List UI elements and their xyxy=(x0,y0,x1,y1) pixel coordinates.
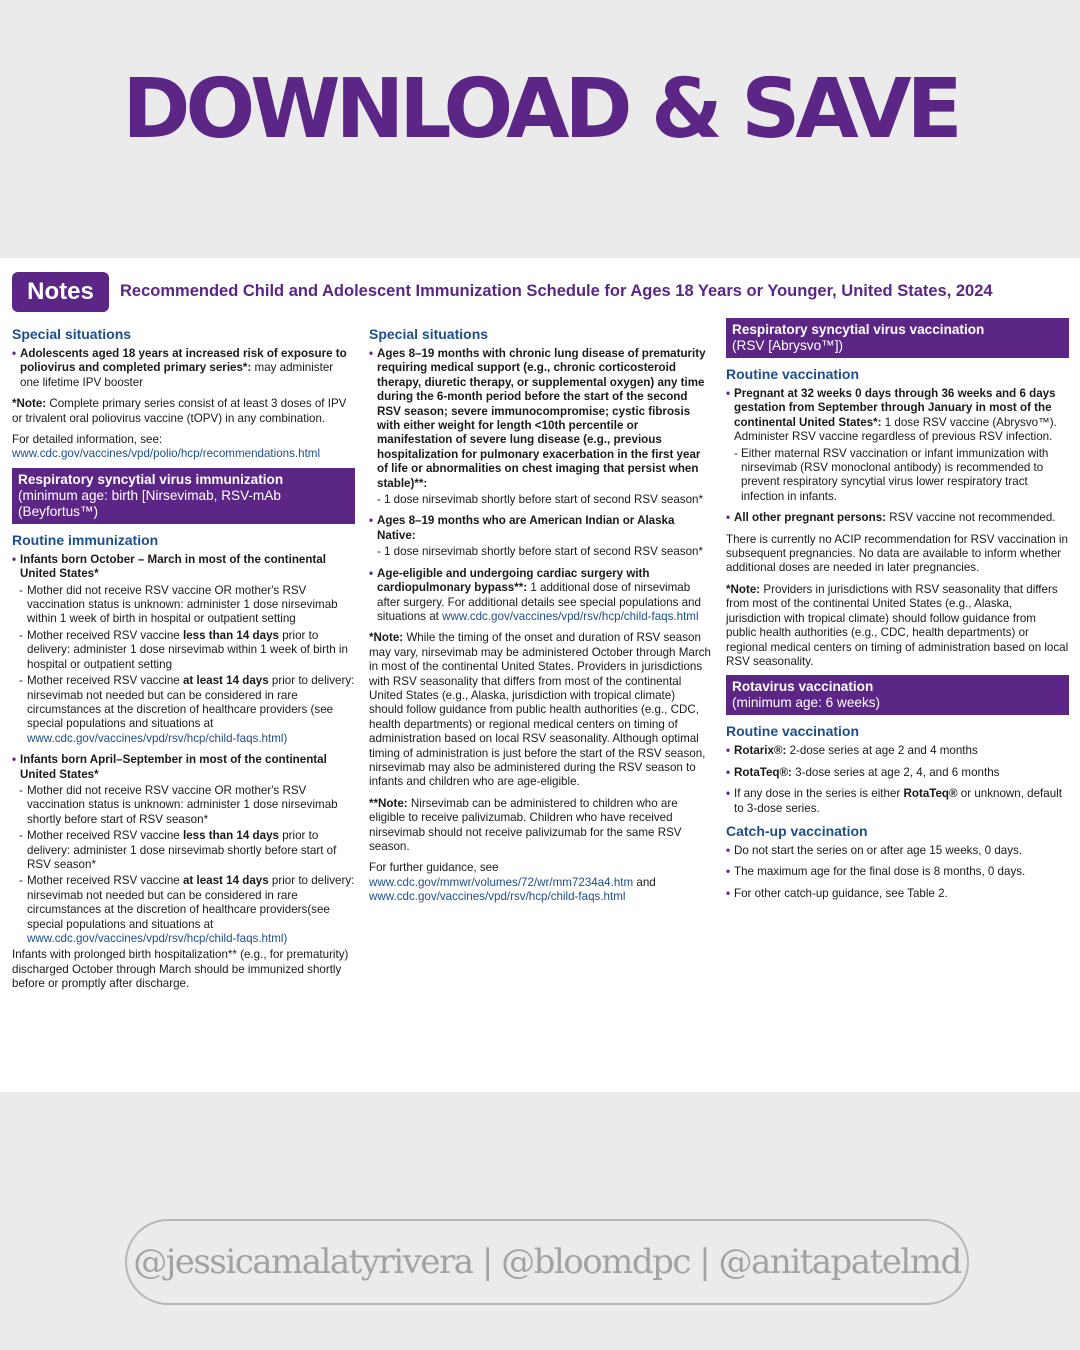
immunization-notes-sheet xyxy=(0,258,1080,1092)
rsv-vaccination-bar: Respiratory syncytial virus vaccination (RSV [Abrysvo™]) xyxy=(726,318,1069,358)
mmwr-link[interactable]: www.cdc.gov/mmwr/volumes/72/wr/mm7234a4.htm xyxy=(369,875,634,889)
rsv-child-faqs-link[interactable]: www.cdc.gov/vaccines/vpd/rsv/hcp/child-faqs.html xyxy=(442,609,699,623)
native-sub: - 1 dose nirsevimab shortly before start of second RSV season* xyxy=(369,545,712,559)
chronic-lung-bullet: • Ages 8–19 months with chronic lung disease of prematurity requiring medical support (e.g., chronic corticosteroid therapy, diuretic therapy, or supplemental oxygen) any time during the 6-month period before the start of the second RSV season; severe immunocompromise; cystic fibrosis with either weight for length <10th percentile or manifestation of severe lung disease (e.g., previous hospitalization for pulmonary exacerbation in the first year of life or abnormalities on chest imaging that persist when stable)**: xyxy=(369,347,712,491)
catch-up-heading: Catch-up vaccination xyxy=(726,822,868,839)
catch-up-bullet: • The maximum age for the final dose is 8 months, 0 days. xyxy=(726,865,1069,879)
pregnant-sub: - Either maternal RSV vaccination or infant immunization with nirsevimab (RSV monoclonal antibody) is recommended to prevent respiratory syncytial virus lower respiratory tract infection in infants. xyxy=(726,447,1069,505)
further-guidance: For further guidance, see www.cdc.gov/mmwr/volumes/72/wr/mm7234a4.htm and www.cdc.gov/vaccines/vpd/rsv/hcp/child-faqs.html xyxy=(369,861,656,904)
acip-text: There is currently no ACIP recommendation for RSV vaccination in subsequent pregnancies. No data are available to inform whether additional doses are needed in later pregnancies. xyxy=(726,532,1068,575)
native-bullet: • Ages 8–19 months who are American Indian or Alaska Native: xyxy=(369,514,712,543)
rotavirus-routine-heading: Routine vaccination xyxy=(726,723,860,740)
rotateq-bullet: • RotaTeq®: 3-dose series at age 2, 4, and 6 months xyxy=(726,766,1069,780)
polio-recommendations-link[interactable]: www.cdc.gov/vaccines/vpd/polio/hcp/recommendations.html xyxy=(12,447,321,461)
rotarix-bullet: • Rotarix®: 2-dose series at age 2 and 4 months xyxy=(726,744,1069,758)
oct-sub-item: - Mother did not receive RSV vaccine OR mother's RSV vaccination status is unknown: administer 1 dose nirsevimab within 1 week of birth in hospital or outpatient setting xyxy=(12,584,355,627)
polio-detail: For detailed information, see: www.cdc.gov/vaccines/vpd/polio/hcp/recommendations.html xyxy=(12,433,321,461)
routine-vaccination-heading: Routine vaccination xyxy=(726,366,860,382)
polio-note: *Note: Complete primary series consist of at least 3 doses of IPV or trivalent oral poliovirus vaccine (tOPV) in any combination. xyxy=(12,397,347,425)
social-handles-footer: @jessicamalatyrivera | @bloomdpc | @anitapatelmd xyxy=(125,1219,969,1305)
download-save-headline: DOWNLOAD & SAVE xyxy=(122,62,958,157)
rsv-vaccine-note: *Note: Providers in jurisdictions with RSV seasonality that differs from most of the continental United States (e.g., Alaska, jurisdiction with tropical climate) should follow guidance from public health authorities (e.g., CDC, health departments) or regional medical centers on timing of administration based on local RSV seasonality. xyxy=(726,582,1069,668)
palivizumab-note: **Note: Nirsevimab can be administered to children who are eligible to receive palivizumab. Children who have received nirsevimab should not receive palivizumab for the same RSV season. xyxy=(369,796,682,853)
catch-up-bullet: • For other catch-up guidance, see Table 2. xyxy=(726,887,1069,901)
apr-sub-item: - Mother received RSV vaccine less than 14 days prior to delivery: administer 1 dose nirsevimab shortly before start of RSV season* xyxy=(12,829,355,872)
pregnant-bullet: • Pregnant at 32 weeks 0 days through 36 weeks and 6 days gestation from September through January in most of the continental United States*: 1 dose RSV vaccine (Abrysvo™). Administer RSV vaccine regardless of previous RSV infection. xyxy=(726,387,1069,445)
apr-sub-item: - Mother received RSV vaccine at least 14 days prior to delivery: nirsevimab not needed but can be considered in rare circumstances at the discretion of healthcare providers(see special populations and situations at www.cdc.gov/vaccines/vpd/rsv/hcp/child-faqs.html) xyxy=(12,874,355,946)
routine-immunization-heading: Routine immunization xyxy=(12,531,159,548)
oct-march-bullet: • Infants born October – March in most of the continental United States* xyxy=(12,553,355,582)
apr-sept-bullet: • Infants born April–September in most of the continental United States* xyxy=(12,753,355,782)
chronic-lung-sub: - 1 dose nirsevimab shortly before start of second RSV season* xyxy=(369,493,712,507)
cardiac-surgery-bullet: • Age-eligible and undergoing cardiac surgery with cardiopulmonary bypass**: 1 additional dose of nirsevimab after surgery. For additional details see special populations and situations at www.cdc.gov/vaccines/vpd/rsv/hcp/child-faqs.html xyxy=(369,567,712,625)
polio-booster-bullet: • Adolescents aged 18 years at increased risk of exposure to poliovirus and completed primary series*: may administer one lifetime IPV booster xyxy=(12,347,355,390)
rsv-child-faqs-link[interactable]: www.cdc.gov/vaccines/vpd/rsv/hcp/child-faqs.html) xyxy=(27,932,288,945)
any-dose-bullet: • If any dose in the series is either RotaTeq® or unknown, default to 3-dose series. xyxy=(726,787,1069,816)
apr-sub-item: - Mother did not receive RSV vaccine OR mother's RSV vaccination status is unknown: administer 1 dose nirsevimab shortly before start of RSV season* xyxy=(12,784,355,827)
special-situations-heading: Special situations xyxy=(12,326,132,342)
special-situations-heading: Special situations xyxy=(369,326,489,342)
oct-sub-item: - Mother received RSV vaccine less than 14 days prior to delivery: administer 1 dose nirsevimab within 1 week of birth in hospital or outpatient setting xyxy=(12,629,355,672)
other-pregnant-bullet: • All other pregnant persons: RSV vaccine not recommended. xyxy=(726,511,1069,525)
column-2 xyxy=(369,326,712,909)
rsv-immunization-bar: Respiratory syncytial virus immunization (minimum age: birth [Nirsevimab, RSV-mAb (Beyfortus™) xyxy=(12,468,355,524)
rsv-child-faqs-link[interactable]: www.cdc.gov/vaccines/vpd/rsv/hcp/child-faqs.html) xyxy=(27,731,288,745)
column-1 xyxy=(12,326,355,996)
prolonged-hospitalization-text: Infants with prolonged birth hospitalization** (e.g., for prematurity) discharged October through March should be immunized shortly before or promptly after discharge. xyxy=(12,948,349,991)
rotavirus-bar: Rotavirus vaccination (minimum age: 6 weeks) xyxy=(726,675,1069,715)
catch-up-bullet: • Do not start the series on or after age 15 weeks, 0 days. xyxy=(726,844,1069,858)
rsv-child-faqs-link[interactable]: www.cdc.gov/vaccines/vpd/rsv/hcp/child-faqs.html xyxy=(369,890,626,904)
sheet-title: Recommended Child and Adolescent Immunization Schedule for Ages 18 Years or Younger, United States, 2024 xyxy=(120,282,993,300)
column-3 xyxy=(726,322,1069,903)
oct-sub-item: - Mother received RSV vaccine at least 14 days prior to delivery: nirsevimab not needed but can be considered in rare circumstances at the discretion of healthcare providers (see special populations and situations at www.cdc.gov/vaccines/vpd/rsv/hcp/child-faqs.html) xyxy=(12,674,355,746)
notes-tab: Notes xyxy=(12,272,109,312)
seasonality-note: *Note: While the timing of the onset and duration of RSV season may vary, nirsevimab may be administered October through March in most of the continental United States. Providers in jurisdictions with RSV seasonality that differs from most of the continental United States (e.g., Alaska, jurisdiction with tropical climate) should follow guidance from public health authorities (e.g., CDC, health departments) or regional medical centers on timing of administration based on local RSV seasonality. Although optimal timing of administration is just before the start of the RSV season, nirsevimab may also be administered during the RSV season to infants and children who are age-eligible. xyxy=(369,631,711,789)
